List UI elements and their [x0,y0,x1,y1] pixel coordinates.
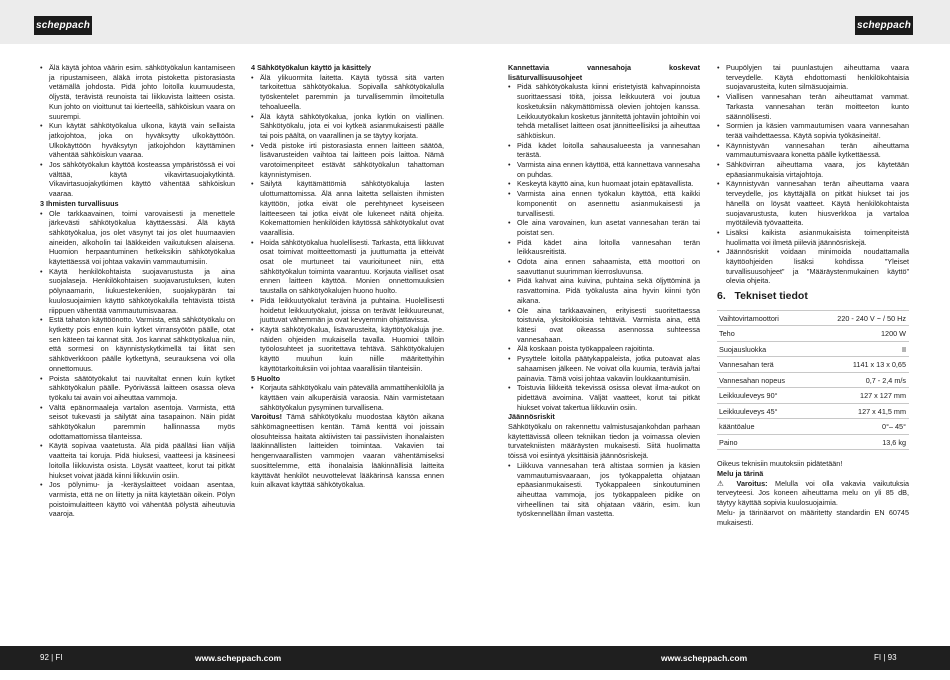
bullet-item: • Sormien ja käsien vammautumisen vaara vannesahan terää vaihdettaessa. Käytä sopivia työkäsineitä!. [717,121,909,140]
bullet-item: • Jäännösriskit voidaan minimoida noudattamalla käyttöohjeiden lisäksi kohdissa ”Yleiset turvallisuusohjeet” ja ”Määräystenmukainen käyttö” olevia ohjeita. [717,247,909,286]
column-4-bullets [717,63,909,286]
paragraph-text: Tämä sähkötyökalu muodostaa käytön aikana sähkömagneettisen kentän. Tämä kenttä voi joissain olosuhteissa haitata aktiivisten tai passiivisten ihonalaisten lääkinnällisten laitteiden toimintaa. Vakavien tai hengenvaarallisten vammojen vaaran vähentämiseksi suosittelemme, että ihonalaisia lääkinnällisiä laitteita käyttävät henkilöt neuvottelevat lääkärinsä kanssa ennen kuin alkavat käyttää sähkötyökalua. [251,412,444,490]
spec-value: 0°– 45° [819,419,909,435]
bullet-item: • Ole aina tarkkaavainen, erityisesti suoritettaessa toistuvia, yksitoikkoisia tehtäviä. Varmista aina, että kätesi ovat oikeassa asennossa suhteessa vannesahaan. [508,306,700,345]
noise-heading: Melu ja tärinä [717,469,764,479]
spec-row [717,372,909,388]
specs-note: Oikeus teknisiin muutoksiin pidätetään! [717,459,843,469]
bullet-item: • Pidä leikkuutyökalut terävinä ja puhtaina. Huolellisesti hoidetut leikkuutyökalut, joissa on terävät leikkuureunat, juuttuvat vähemmän ja ovat kevyemmin ohjattavissa. [251,296,444,325]
bullet-item: • Kun käytät sähkötyökalua ulkona, käytä vain sellaista jatkojohtoa, joka on hyväksytty ulkokäyttöön. Ulkokäyttöön hyväksytyn jatkojohdon käyttäminen vähentää sähköiskun vaaraa. [40,121,235,160]
bullet-item: • Älä koskaan poista työkappaleen rajoitinta. [508,344,700,354]
spec-value: II [819,341,909,357]
specs-number: 6. [717,290,726,303]
bullet-item: • Toistuvia liikkeitä tekevissä osissa olevat ilma-aukot on pidettävä avoimina. Väljät vaatteet, korut tai pitkät hiukset voivat takertua liikkuviin osiin. [508,383,700,412]
specs-title: Tekniset tiedot [734,290,808,303]
spec-row [717,388,909,404]
bullet-item: • Liikkuva vannesahan terä altistaa sormien ja käsien vammautumisvaaraan, jos työkappaletta ohjataan epäasianmukaisesti. Työkappaleen sinkoutuminen aiheuttaa vammoja, jos työkappaleen pidike on virheellinen tai sitä ohjataan väärin, esim. kun työskennellään ilman vastetta. [508,461,700,519]
page-number-right: FI | 93 [874,653,897,662]
spec-label: Paino [717,434,819,450]
footer-bar [0,646,950,670]
bullet-item: • Estä tahaton käyttöönotto. Varmista, että sähkötyökalu on kytketty pois ennen kuin kytket virransyötön päälle, otat sen käteen tai kannat sitä. Jos kannat sähkötyökalua niin, että sormesi on käynnistyskytkimellä tai liität sen sähköverkkoon päälle kytkettynä, seurauksena voi olla onnettomuus. [40,315,235,373]
bullet-item: • Ole tarkkaavainen, toimi varovaisesti ja menettele järkevästi sähkötyökalua käyttäessäsi. Älä käytä sähkötyökalua, jos olet väsynyt tai jos olet huumaavien aineiden, alkoholin tai lääkkeiden vaikutuksen alaisena. Huomion herpaantuminen hetkeksikin sähkötyökalua käytettäessä voi johtaa vakaviin vammautumisiin. [40,209,235,267]
spec-label: Vannesahan terä [717,357,819,373]
website-link-left[interactable]: www.scheppach.com [195,653,282,663]
section-heading: 5 Huolto [251,373,280,383]
website-link-right[interactable]: www.scheppach.com [661,653,748,663]
specs-heading [717,292,909,302]
column-3 [508,63,700,519]
paragraph: Sähkötyökalu on rakennettu valmistusajankohdan parhaan käytettävissä olleen tekniikan tiedon ja voimassa olevien turvatekniisten määräysten mukaisesti. Siitä huolimatta töissä voi esiintyä yksittäisiä jäännösriskejä. [508,422,700,461]
bullet-item: • Vältä epänormaaleja vartalon asentoja. Varmista, että seisot tukevasti ja säilytät aina tasapainon. Näin pidät sähkötyökalun paremmin hallinnassa myös odottamattomissa tilanteissa. [40,403,235,442]
spec-value: 127 x 127 mm [819,388,909,404]
bullet-item: • Älä käytä sähkötyökalua, jonka kytkin on viallinen. Sähkötyökalu, jota ei voi kytkeä asianmukaisesti päälle tai pois päältä, on vaarallinen ja se täytyy korjata. [251,112,444,141]
spec-row [717,434,909,450]
spec-row [717,310,909,326]
section-heading: 3 Ihmisten turvallisuus [40,198,119,208]
bullet-item: • Jos sähkötyökalun käyttöä kosteassa ympäristössä ei voi välttää, käytä vikavirtasuojakytkintä. Vikavirtasuojakytkimen käyttö vähentää sähköiskun vaaraa. [40,160,235,199]
spec-row [717,326,909,342]
spec-value: 1200 W [819,326,909,342]
bullet-item: • Pidä sähkötyökalusta kiinni eristetyistä kahvapinnoista suorittaessasi töitä, joissa leikkuuterä voi joutua kosketuksiin näkymättömissä olevien johtojen kanssa. Leikkuutyökalun kosketus jännitettä johtaviin johtoihin voi tehdä metalliset laitteen osat jännitteellisiksi ja aiheuttaa sähköiskun. [508,82,700,140]
page-number-left: 92 | FI [40,653,63,662]
paragraph-lead: Varoitus! [251,412,283,422]
spec-label: Vannesahan nopeus [717,372,819,388]
bullet-item: • Käytä sopivaa vaatetusta. Älä pidä päälläsi liian väljiä vaatteita tai koruja. Pidä hiuksesi, vaatteesi ja käsineesi loitolla liikkuvista osista. Löysät vaatteet, korut tai pitkät hiukset voivat jäädä kiinni liikkuviin osiin. [40,441,235,480]
spec-value: 127 x 41,5 mm [819,403,909,419]
bullet-item: • Varmista aina ennen työkalun käyttöä, että kaikki komponentit on asennettu asianmukaisesti ja turvallisesti. [508,189,700,218]
spec-row [717,357,909,373]
bullet-item: • Pidä kädet aina loitolla vannesahan terän leikkausreitistä. [508,238,700,257]
bullet-item: • Pidä kahvat aina kuivina, puhtaina sekä öljyttöminä ja rasvattomina. Pidä työkalusta aina hyvin kiinni työn aikana. [508,276,700,305]
noise-warning-lead: Varoitus: [736,478,768,488]
bullet-item: • Keskeytä käyttö aina, kun huomaat jotain epätavallista. [508,179,700,189]
bullet-item: • Säilytä käyttämättömiä sähkötyökaluja lasten ulottumattomissa. Älä anna laitetta sellaisten ihmisten käyttöön, jotka eivät ole perehtyneet kyseiseen laitteeseen tai jotka eivät ole lukeneet näitä ohjeita. Kokemattomien henkilöiden käytössä sähkötyökalut ovat vaarallisia. [251,179,444,237]
bullet-item: • Lisäksi kaikista asianmukaisista toimenpiteistä huolimatta voi ilmetä piileviä jäännösriskejä. [717,228,909,247]
bullet-item: • Odota aina ennen sahaamista, että moottori on saavuttanut suurimman kierrosluvunsa. [508,257,700,276]
spec-label: Leikkuuleveys 45° [717,403,819,419]
bullet-item: • Varmista aina ennen käyttöä, että kannettava vannesaha on puhdas. [508,160,700,179]
noise-warning-text: Melulla voi olla vakavia vaikutuksia terveyteesi. Jos koneen aiheuttama melu on yli 85 dB, täytyy käyttää sopivia kuulosuojaimia. [717,478,910,508]
header-bar [0,0,950,44]
bullet-item: • Käytä henkilökohtaista suojavarustusta ja aina suojalaseja. Henkilökohtaisen suojavarustuksen, kuten pölynaamarin, liukuestekenkien, suojakypärän tai kuulosuojaimien käyttö sähkötyökalulla tehtävistä töistä riippuen vähentää vammautumisvaaraa. [40,267,235,316]
bullet-item: • Korjauta sähkötyökalu vain pätevällä ammattihenkilöllä ja käyttäen vain alkuperäisiä varaosia. Näin varmistetaan sähkötyökalun pysyminen turvallisena. [251,383,444,412]
scheppach-logo-right: scheppach [855,16,913,35]
bullet-item: • Hoida sähkötyökalua huolellisesti. Tarkasta, että liikkuvat osat toimivat moitteettomasti ja juuttumatta ja etteivät osat ole murtuneet tai vaurioituneet niin, että sähkötyökalun toiminta vaarantuu. Korjauta vialliset osat ennen laitteen käyttöä. Monien onnettomuuksien taustalla on sähkötyökalujen huono huolto. [251,238,444,296]
column-1 [40,63,235,519]
bullet-item: • Jos pölynimu- ja -keräyslaitteet voidaan asentaa, varmista, että ne on liitetty ja niitä käytetään oikein. Pölyn poistoimulaitteen käyttö voi vähentää pölystä aiheutuvia vaaroja. [40,480,235,519]
bullet-item: • Sähkövirran aiheuttama vaara, jos käytetään epäasianmukaisia virtajohtoja. [717,160,909,179]
bullet-item: • Käytä sähkötyökalua, lisävarusteita, käyttötyökaluja jne. näiden ohjeiden mukaisella tavalla. Huomioi tällöin työolosuhteet ja suoritettava tehtävä. Sähkötyökalujen käyttö muuhun kuin niille määritettyihin käyttötarkoituksiin voi johtaa vaarallisiin tilanteisiin. [251,325,444,374]
bullet-item: • Viallisen vannesahan terän aiheuttamat vammat. Tarkasta vannesahan terän moitteeton kunto säännöllisesti. [717,92,909,121]
bullet-item: • Pysyttele loitolla päätykappaleista, jotka putoavat alas sahaamisen jälkeen. Ne voivat olla kuumia, teräviä ja/tai painavia. Tämä voisi johtaa vakaviin loukkaantumisiin. [508,354,700,383]
spec-label: Vaihtovirtamoottori [717,310,819,326]
section-heading: Jäännösriskit [508,412,555,422]
spec-row [717,341,909,357]
spec-row [717,419,909,435]
bullet-item: • Älä ylikuormita laitetta. Käytä työssä sitä varten tarkoitettua sähkötyökalua. Sopivalla sähkötyökalulla työskentelet paremmin ja turvallisemmin ilmoitetulla tehoalueella. [251,73,444,112]
column-4 [717,63,909,527]
spec-label: Teho [717,326,819,342]
bullet-item: • Älä käytä johtoa väärin esim. sähkötyökalun kantamiseen ja ripustamiseen, äläkä irrota pistoketta pistorasiasta vetämällä johdosta. Pidä johto loitolla kuumuudesta, öljystä, terävistä reunoista tai liikkuvista laitteen osista. Kun johto on vioittunut tai kierteellä, sähköiskun vaara on suurempi. [40,63,235,121]
paragraph [251,412,444,490]
bullet-item: • Puupölyjen tai puunlastujen aiheuttama vaara terveydelle. Käytä ehdottomasti henkilökohtaisia suojavarusteita, kuten silmäsuojaimia. [717,63,909,92]
noise-standard: Melu- ja tärinäarvot on määritetty standardin EN 60745 mukaisesti. [717,507,909,527]
section-heading: 4 Sähkötyökalun käyttö ja käsittely [251,63,372,72]
spec-value: 0,7 - 2,4 m/s [819,372,909,388]
spec-label: Suojausluokka [717,341,819,357]
spec-label: kääntöalue [717,419,819,435]
bullet-item: • Käynnistyvän vannesahan terän aiheuttama vammautumisvaara konetta päälle kytkettäessä. [717,141,909,160]
section-heading: Kannettavia vannesahoja koskevat lisäturvallisuusohjeet [508,63,700,82]
bullet-item: • Pidä kädet loitolla sahausalueesta ja vannesahan terästä. [508,141,700,160]
bullet-item: • Poista säätötyökalut tai ruuvitaltat ennen kuin kytket sähkötyökalun päälle. Pyörivässä laitteen osassa oleva työkalu tai avain voi aiheuttaa vammoja. [40,374,235,403]
column-2 [251,63,444,490]
spec-value: 13,6 kg [819,434,909,450]
spec-row [717,403,909,419]
noise-warning [717,479,909,508]
bullet-item: • Ole aina varovainen, kun asetat vannesahan terän tai poistat sen. [508,218,700,237]
spec-value: 220 - 240 V ~ / 50 Hz [819,310,909,326]
spec-label: Leikkuuleveys 90° [717,388,819,404]
spec-value: 1141 x 13 x 0,65 [819,357,909,373]
bullet-item: • Vedä pistoke irti pistorasiasta ennen laitteen säätöä, lisävarusteiden vaihtoa tai laitteen pois laittoa. Nämä varotoimenpiteet estävät sähkötyökalun tahattoman käynnistymisen. [251,141,444,180]
specs-table [717,310,909,451]
bullet-item: • Käynnistyvän vannesahan terän aiheuttama vaara terveydelle, jos käyttäjällä on pitkät hiukset tai jos hänellä on löysät vaatteet. Käytä henkilökohtaista suojavarustusta, kuten hiusverkkoa ja vartaloa myötäileviä työvaatteita. [717,179,909,228]
warning-icon: ⚠ [717,478,729,488]
scheppach-logo-left: scheppach [34,16,92,35]
